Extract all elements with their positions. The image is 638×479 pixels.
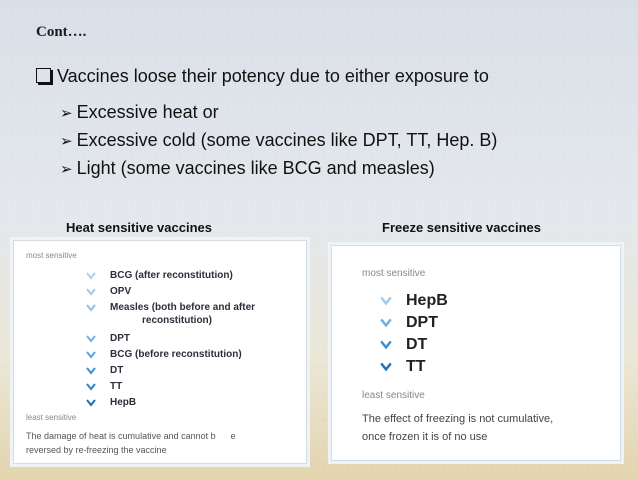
vaccine-row: OPV	[86, 286, 131, 297]
vaccine-row: HepB	[86, 397, 136, 408]
least-sensitive-label: least sensitive	[26, 413, 77, 422]
freeze-panel-title: Freeze sensitive vaccines	[382, 220, 541, 235]
most-sensitive-label: most sensitive	[362, 268, 426, 279]
vaccine-row-continuation: reconstitution)	[142, 315, 212, 326]
vaccine-row: TT	[380, 358, 426, 376]
chevron-down-icon	[86, 383, 96, 391]
vaccine-row: DPT	[86, 333, 130, 344]
vaccine-row: Measles (both before and after	[86, 302, 255, 313]
vaccine-row: HepB	[380, 292, 448, 310]
checkbox-bullet-icon	[36, 68, 51, 83]
arrow-bullet-icon: ➢	[60, 161, 73, 178]
vaccine-row: DPT	[380, 314, 438, 332]
chevron-down-icon	[86, 351, 96, 359]
sub-bullet: ➢ Light (some vaccines like BCG and measles)	[60, 154, 497, 182]
arrow-bullet-icon: ➢	[60, 105, 73, 122]
vaccine-row: BCG (after reconstitution)	[86, 270, 233, 281]
chevron-down-icon	[380, 340, 392, 350]
arrow-bullet-icon: ➢	[60, 133, 73, 150]
freeze-note: The effect of freezing is not cumulative, once frozen it is of no use	[362, 413, 554, 443]
chevron-down-icon	[380, 362, 392, 372]
chevron-down-icon	[86, 367, 96, 375]
main-bullet-text: Vaccines loose their potency due to either exposure to	[57, 66, 489, 86]
sub-bullet-list	[60, 98, 497, 182]
slide-title: Cont….	[36, 24, 87, 40]
chevron-down-icon	[86, 272, 96, 280]
chevron-down-icon	[86, 399, 96, 407]
chevron-down-icon	[86, 288, 96, 296]
sub-bullet: ➢ Excessive heat or	[60, 98, 497, 126]
vaccine-row: DT	[380, 336, 427, 354]
sub-bullet: ➢ Excessive cold (some vaccines like DPT, TT, Hep. B)	[60, 126, 497, 154]
heat-sensitive-panel	[14, 241, 306, 463]
least-sensitive-label: least sensitive	[362, 390, 425, 401]
chevron-down-icon	[86, 304, 96, 312]
vaccine-row: DT	[86, 365, 123, 376]
chevron-down-icon	[86, 335, 96, 343]
heat-note: The damage of heat is cumulative and cannot b e reversed by re-freezing the vaccine	[26, 431, 236, 455]
main-bullet	[36, 66, 489, 87]
chevron-down-icon	[380, 296, 392, 306]
freeze-sensitive-panel	[332, 246, 620, 460]
chevron-down-icon	[380, 318, 392, 328]
most-sensitive-label: most sensitive	[26, 251, 77, 260]
heat-panel-title: Heat sensitive vaccines	[66, 220, 212, 235]
vaccine-row: TT	[86, 381, 122, 392]
vaccine-row: BCG (before reconstitution)	[86, 349, 242, 360]
